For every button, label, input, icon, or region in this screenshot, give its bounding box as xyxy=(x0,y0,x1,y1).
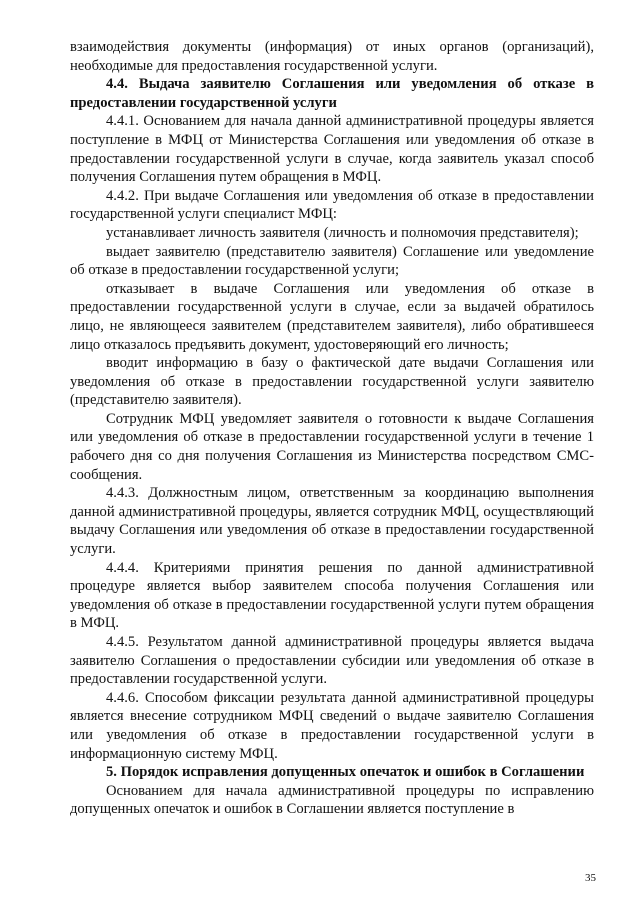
section-heading-5: 5. Порядок исправления допущенных опечаток и ошибок в Соглашении xyxy=(106,764,585,781)
paragraph-5-intro: Основанием для начала административной процедуры по исправлению допущенных опечаток и ошибок в Соглашении является поступление в xyxy=(70,782,594,818)
paragraph-notification: Сотрудник МФЦ уведомляет заявителя о готовности к выдаче Соглашения или уведомления об отказе в предоставлении государственной услуги в течение 1 рабочего дня со дня получения Соглашения из Министерства посредством СМС-сообщения. xyxy=(70,410,594,483)
paragraph-4-4-3: 4.4.3. Должностным лицом, ответственным за координацию выполнения данной административной процедуры, является сотрудник МФЦ, осуществляющий выдачу Соглашения или уведомления об отказе в предоставлении государственной услуги. xyxy=(70,485,594,558)
page-number: 35 xyxy=(585,872,596,884)
list-item-refuse: отказывает в выдаче Соглашения или уведомления об отказе в предоставлении государственной услуги в случае, если за выдачей обратилось лицо, не являющееся заявителем (представителем заявителя), либо обратившееся лицо отказалось предъявить документ, удостоверяющий его личность; xyxy=(70,280,594,353)
paragraph-4-4-5: 4.4.5. Результатом данной административной процедуры является выдача заявителю Соглашения о предоставлении субсидии или уведомления об отказе в предоставлении государственной услуги. xyxy=(70,634,594,688)
paragraph-4-4-2: 4.4.2. При выдаче Соглашения или уведомления об отказе в предоставлении государственной услуги специалист МФЦ: xyxy=(70,187,594,223)
list-item-identity: устанавливает личность заявителя (личность и полномочия представителя); xyxy=(106,224,579,241)
list-item-issue: выдает заявителю (представителю заявителя) Соглашение или уведомление об отказе в предоставлении государственной услуги; xyxy=(70,243,594,279)
section-heading-4-4: 4.4. Выдача заявителю Соглашения или уведомления об отказе в предоставлении государственной услуги xyxy=(70,76,594,111)
paragraph-4-4-6: 4.4.6. Способом фиксации результата данной административной процедуры является внесение сотрудником МФЦ сведений о выдаче заявителю Соглашения или уведомления об отказе в предоставлении государственной услуги в информационную систему МФЦ. xyxy=(70,689,594,762)
paragraph-continuation: взаимодействия документы (информация) от иных органов (организаций), необходимые для предоставления государственной услуги. xyxy=(70,39,594,74)
paragraph-4-4-1: 4.4.1. Основанием для начала данной административной процедуры является поступление в МФЦ от Министерства Соглашения или уведомления об отказе в предоставлении государственной услуги в случае, когда заявитель указал способ получения Соглашения путем обращения в МФЦ. xyxy=(70,113,594,186)
list-item-database: вводит информацию в базу о фактической дате выдачи Соглашения или уведомления об отказе в предоставлении государственной услуги заявителю (представителю заявителя). xyxy=(70,355,594,409)
paragraph-4-4-4: 4.4.4. Критериями принятия решения по данной административной процедуре является выбор заявителем способа получения Соглашения или уведомления об отказе в предоставлении государственной услуги путем обращения в МФЦ. xyxy=(70,559,594,632)
page-body xyxy=(70,38,594,819)
